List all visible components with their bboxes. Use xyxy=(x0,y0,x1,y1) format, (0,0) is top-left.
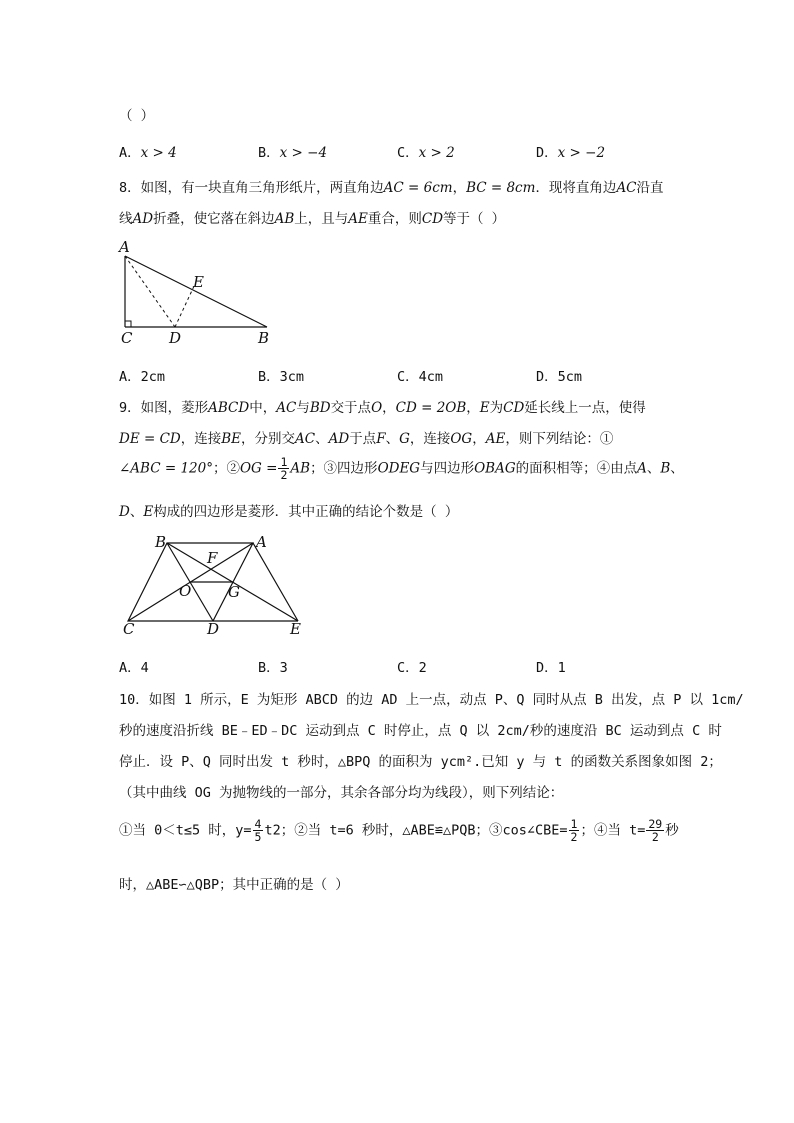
fraction-one-half: $\frac{1}{2}$ xyxy=(570,817,578,844)
segment-de-dashed xyxy=(175,284,195,327)
label-c: C xyxy=(123,620,135,638)
q10-stem-line3: 停止．设 P、Q 同时出发 t 秒时，△BPQ 的面积为 ycm².已知 y 与 t 的函数关系图象如图 2； xyxy=(119,754,722,770)
label-d: D xyxy=(169,329,182,347)
label-c: C xyxy=(121,329,133,347)
q8-option-a[interactable]: A．2cm xyxy=(119,369,166,385)
label-o: O xyxy=(179,582,192,600)
option-label: A． xyxy=(119,145,141,161)
q9-stem-line1: 9．如图，菱形ABCD中，AC与BD交于点O，CD = 2OB，E为CD延长线上一点，使得 xyxy=(119,400,646,416)
segment-ad-dashed xyxy=(125,256,175,327)
q9-rhombus-figure xyxy=(115,530,315,640)
q9-stem-line3: ∠ABC = 120°；②OG = $\frac{1}{2}$ AB；③四边形ODEG与四边形OBAG的面积相等；④由点A、B、 xyxy=(119,455,684,482)
q9-option-c[interactable]: C．2 xyxy=(397,660,427,676)
q8-option-d[interactable]: D．5cm xyxy=(536,369,583,385)
q10-stem-line2: 秒的速度沿折线 BE﹣ED﹣DC 运动到点 C 时停止，点 Q 以 2cm/秒的速度沿 BC 运动到点 C 时 xyxy=(119,723,722,739)
label-g: G xyxy=(228,583,240,601)
fraction-twenty-nine-halves: $\frac{29}{2}$ xyxy=(648,817,663,844)
label-b: B xyxy=(155,533,167,551)
label-a: A xyxy=(119,238,130,256)
option-expr: x > 2 xyxy=(418,145,455,161)
q7-option-a[interactable] xyxy=(119,141,177,161)
label-d: D xyxy=(207,620,220,638)
option-expr: x > −4 xyxy=(279,145,328,161)
segment-ae xyxy=(253,543,298,621)
label-e: E xyxy=(193,273,204,291)
q9-stem-line4: D、E构成的四边形是菱形．其中正确的结论个数是（ ） xyxy=(119,504,459,520)
q9-option-a[interactable]: A．4 xyxy=(119,660,149,676)
option-expr: x > 4 xyxy=(140,145,177,161)
q9-stem-line2: DE = CD，连接BE，分别交AC、AD于点F、G，连接OG，AE，则下列结论：① xyxy=(119,431,614,447)
q10-stem-line1: 10．如图 1 所示，E 为矩形 ABCD 的边 AD 上一点，动点 P、Q 同时从点 B 出发，点 P 以 1cm/ xyxy=(119,692,744,708)
option-label: C． xyxy=(397,145,419,161)
fraction-four-fifths: $\frac{4}{5}$ xyxy=(254,817,262,844)
q10-stem-line5: ①当 0＜t≤5 时，y= $\frac{4}{5}$ t2；②当 t=6 秒时，△ABE≌△PQB；③cos∠CBE= $\frac{1}{2}$ ；④当 t= $\frac{29}{2}$ 秒 xyxy=(119,817,679,844)
q9-option-d[interactable]: D．1 xyxy=(536,660,566,676)
q8-option-c[interactable]: C．4cm xyxy=(397,369,444,385)
fraction-one-half: $\frac{1}{2}$ xyxy=(280,455,288,482)
label-f: F xyxy=(207,549,218,567)
q10-stem-line4: （其中曲线 OG 为抛物线的一部分，其余各部分均为线段），则下列结论： xyxy=(119,785,564,801)
option-label: B． xyxy=(258,145,280,161)
q8-triangle-figure xyxy=(110,236,290,348)
q7-option-c[interactable] xyxy=(397,141,455,161)
right-angle-mark xyxy=(125,321,131,327)
option-expr: x > −2 xyxy=(557,145,606,161)
q10-stem-line6: 时，△ABE∽△QBP；其中正确的是（ ） xyxy=(119,877,349,893)
label-e: E xyxy=(290,620,301,638)
q8-option-b[interactable]: B．3cm xyxy=(258,369,305,385)
segment-ab xyxy=(125,256,267,327)
label-b: B xyxy=(258,329,270,347)
label-a: A xyxy=(256,533,267,551)
q7-answer-paren: （ ） xyxy=(119,108,155,124)
q7-option-d[interactable] xyxy=(536,141,605,161)
q9-option-b[interactable]: B．3 xyxy=(258,660,288,676)
q8-stem-line1: 8．如图，有一块直角三角形纸片，两直角边AC = 6cm，BC = 8cm．现将直角边AC沿直 xyxy=(119,180,664,196)
option-label: D． xyxy=(536,145,558,161)
q7-option-b[interactable] xyxy=(258,141,327,161)
q8-stem-line2: 线AD折叠，使它落在斜边AB上，且与AE重合，则CD等于（ ） xyxy=(119,211,506,227)
